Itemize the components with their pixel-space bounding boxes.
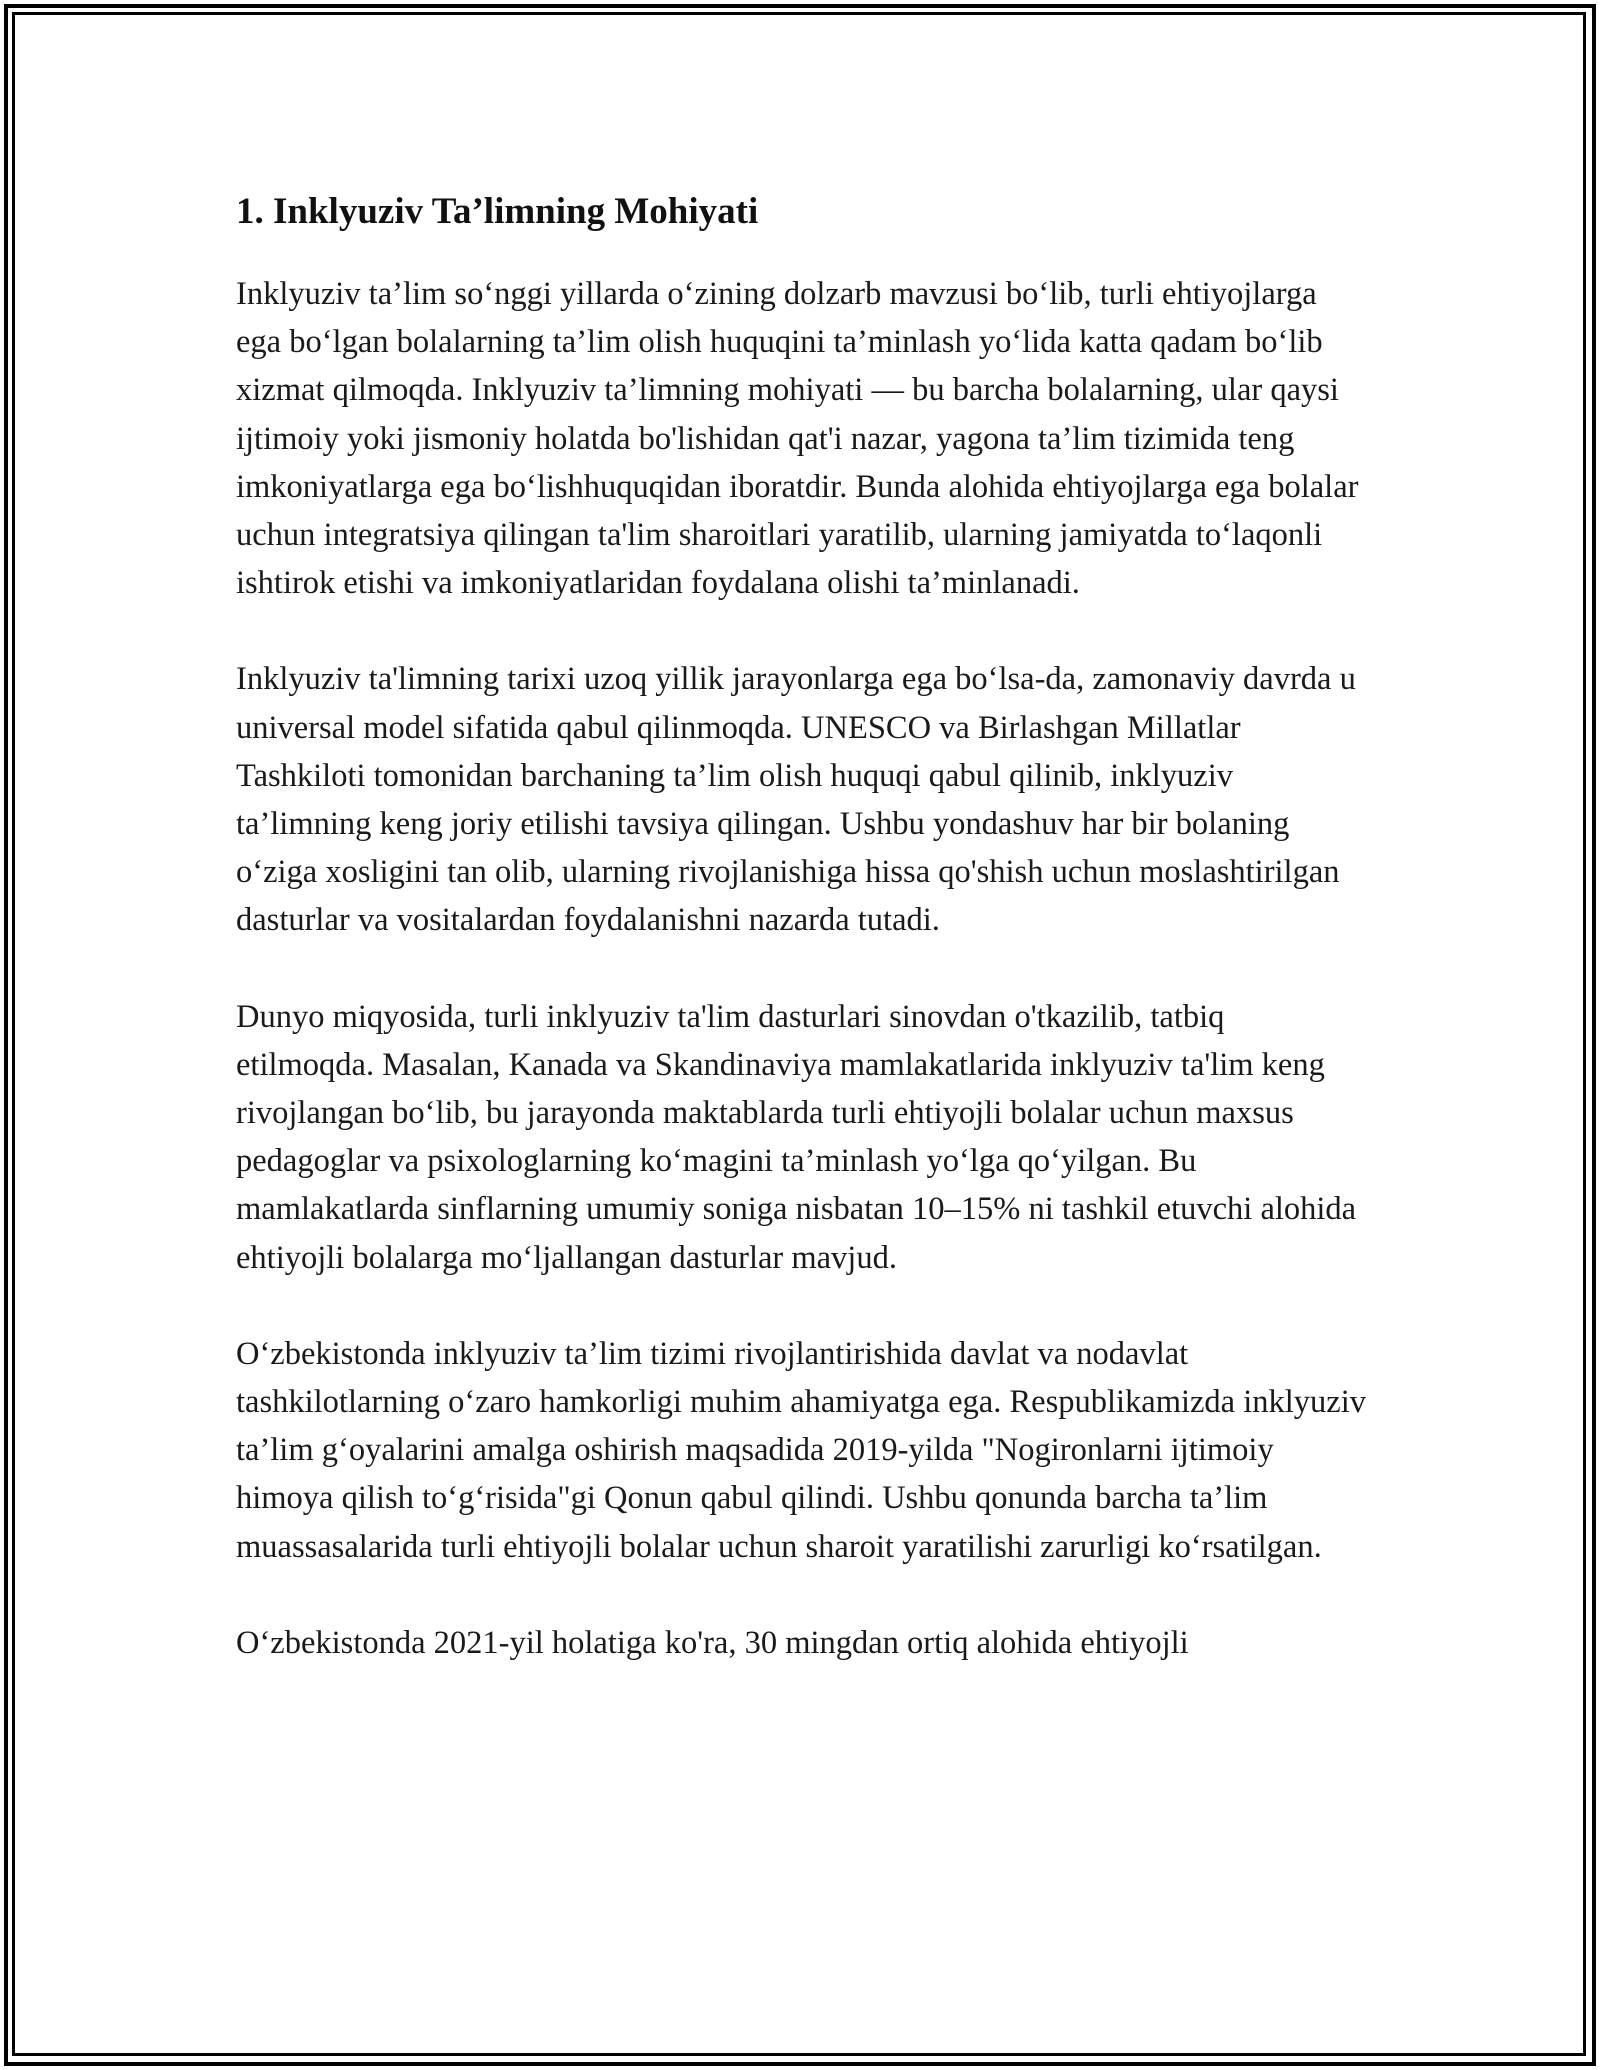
paragraph-5: O‘zbekistonda 2021-yil holatiga ko'ra, 30 mingdan ortiq alohida ehtiyojli <box>236 1624 1189 1661</box>
paragraph-4: O‘zbekistonda inklyuziv ta’lim tizimi rivojlantirishida davlat va nodavlat tashkilotlarning o‘zaro hamkorligi muhim ahamiyatga ega. Respublikamizda inklyuziv ta’lim g‘oyalarini amalga oshirish maqsadida 2019-yilda "Nogironlarni ijtimoiy himoya qilish to‘g‘risida"gi Qonun qabul qilindi. Ushbu qonunda barcha ta’lim muassasalarida turli ehtiyojli bolalar uchun sharoit yaratilishi zarurligi ko‘rsatilgan. <box>236 1335 1366 1565</box>
paragraph-3: Dunyo miqyosida, turli inklyuziv ta'lim dasturlari sinovdan o'tkazilib, tatbiq etilmoqda. Masalan, Kanada va Skandinaviya mamlakatlarida inklyuziv ta'lim keng rivojlangan bo‘lib, bu jarayonda maktablarda turli ehtiyojli bolalar uchun maxsus pedagoglar va psixologlarning ko‘magini ta’minlash yo‘lga qo‘yilgan. Bu mamlakatlarda sinflarning umumiy soniga nisbatan 10–15% ni tashkil etuvchi alohida ehtiyojli bolalarga mo‘ljallangan dasturlar mavjud. <box>236 998 1357 1276</box>
document-body <box>236 188 1366 1715</box>
paragraph-1: Inklyuziv ta’lim so‘nggi yillarda o‘zining dolzarb mavzusi bo‘lib, turli ehtiyojlarga ega bo‘lgan bolalarning ta’lim olish huquqini ta’minlash yo‘lida katta qadam bo‘lib xizmat qilmoqda. Inklyuziv ta’limning mohiyati — bu barcha bolalarning, ular qaysi ijtimoiy yoki jismoniy holatda bo'lishidan qat'i nazar, yagona ta’lim tizimida teng imkoniyatlarga ega bo‘lishhuquqidan iboratdir. Bunda alohida ehtiyojlarga ega bolalar uchun integratsiya qilingan ta'lim sharoitlari yaratilib, ularning jamiyatda to‘laqonli ishtirok etishi va imkoniyatlaridan foydalana olishi ta’minlanadi. <box>236 276 1359 602</box>
section-title: 1. Inklyuziv Ta’limning Mohiyati <box>236 191 759 232</box>
paragraph-2: Inklyuziv ta'limning tarixi uzoq yillik jarayonlarga ega bo‘lsa-da, zamonaviy davrda u universal model sifatida qabul qilinmoqda. UNESCO va Birlashgan Millatlar Tashkiloti tomonidan barchaning ta’lim olish huquqi qabul qilinib, inklyuziv ta’limning keng joriy etilishi tavsiya qilingan. Ushbu yondashuv har bir bolaning o‘ziga xosligini tan olib, ularning rivojlanishiga hissa qo'shish uchun moslashtirilgan dasturlar va vositalardan foydalanishni nazarda tutadi. <box>236 661 1356 939</box>
